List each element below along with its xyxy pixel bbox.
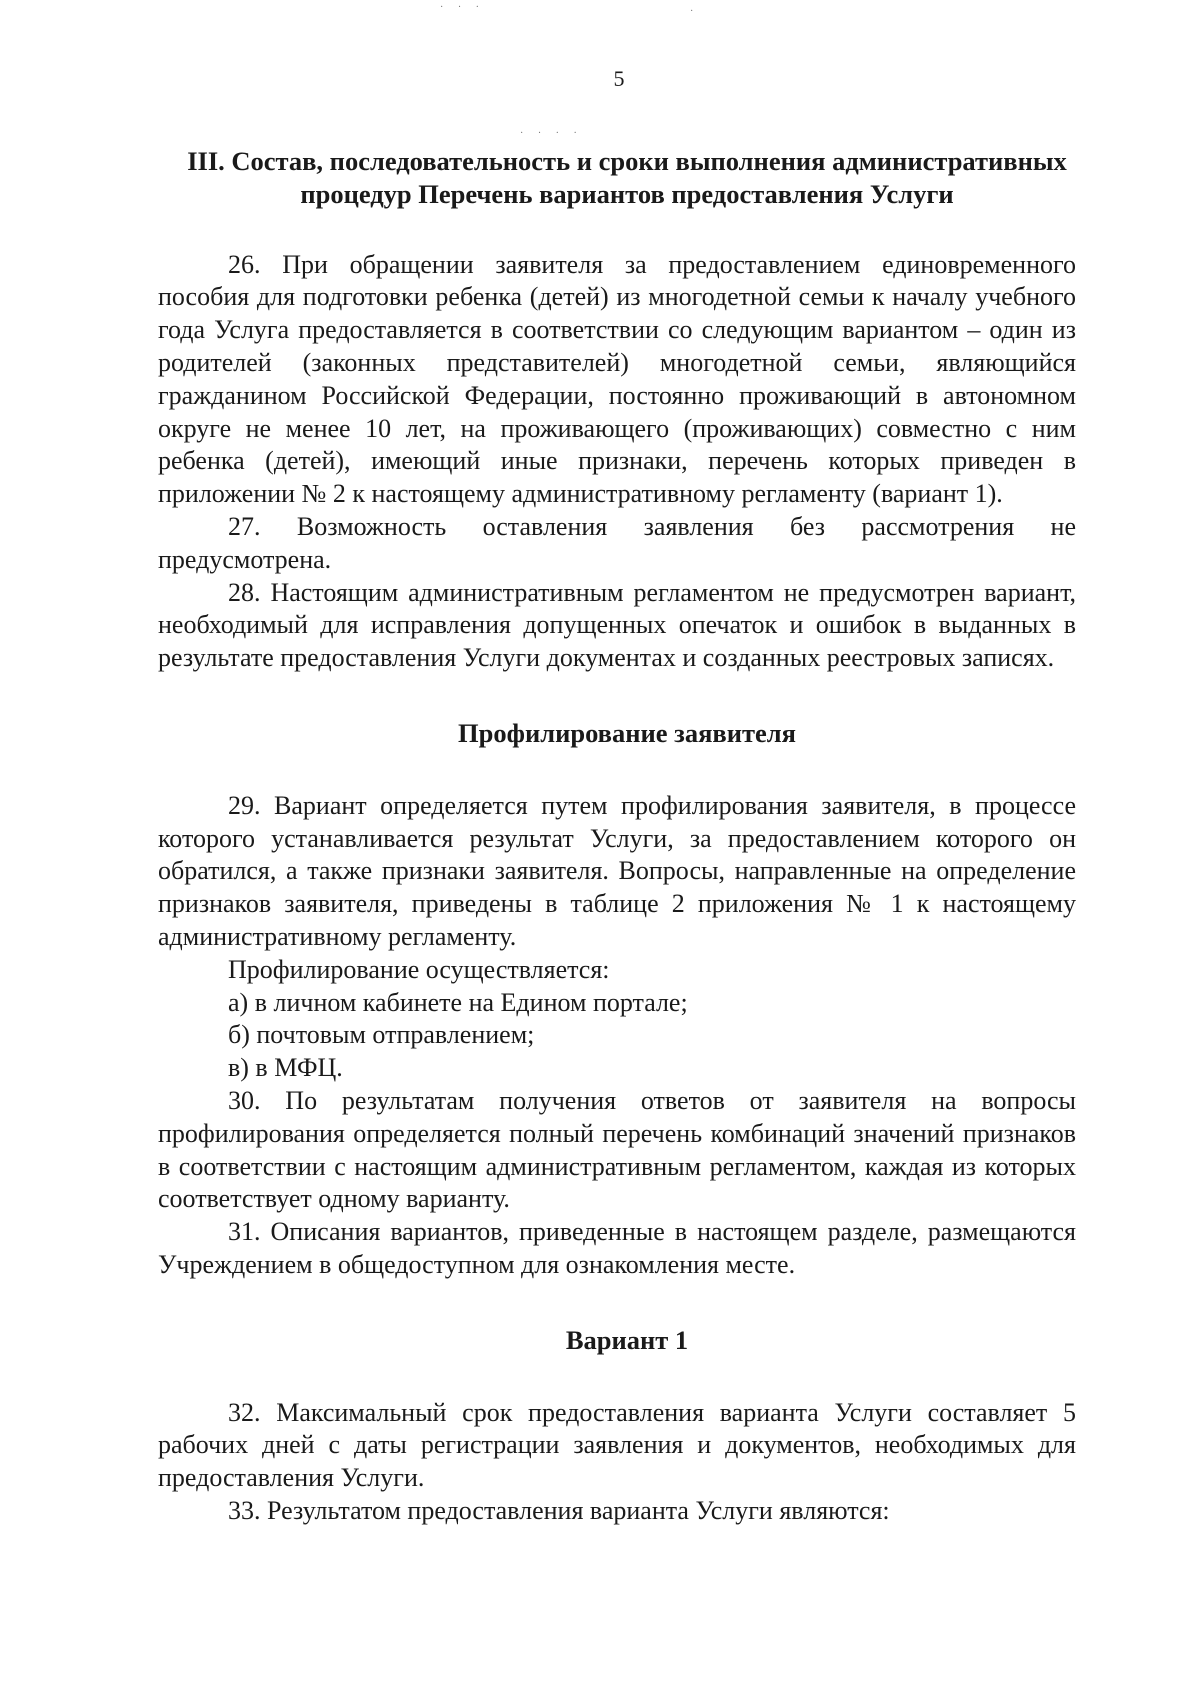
section-title: III. Состав, последовательность и сроки выполнения административных процедур Перечень вариантов предоставления Услуги xyxy=(187,146,1067,209)
paragraph-31: 31. Описания вариантов, приведенные в настоящем разделе, размещаются Учреждением в общедоступном для ознакомления месте. xyxy=(158,1217,1076,1279)
profiling-option-c: в) в МФЦ. xyxy=(228,1053,343,1083)
paragraph-32: 32. Максимальный срок предоставления варианта Услуги составляет 5 рабочих дней с даты регистрации заявления и документов, необходимых для предоставления Услуги. xyxy=(158,1397,1076,1493)
scan-speckle: · xyxy=(690,6,700,17)
profiling-option-a: а) в личном кабинете на Едином портале; xyxy=(228,987,688,1017)
paragraph-30: 30. По результатам получения ответов от заявителя на вопросы профилирования определяется полный перечень комбинаций значений признаков в соответствии с настоящим административным регламентом, каждая из которых соответствует одному варианту. xyxy=(158,1085,1076,1214)
document-body xyxy=(158,145,1076,1528)
paragraph-26: 26. При обращении заявителя за предоставлением единовременного пособия для подготовки ребенка (детей) из многодетной семьи к началу учебного года Услуга предоставляется в соответствии со следующим вариантом – один из родителей (законных представителей) многодетной семьи, являющийся гражданином Российской Федерации, постоянно проживающий в автономном округе не менее 10 лет, на проживающего (проживающих) совместно с ним ребенка (детей), имеющий иные признаки, перечень которых приведен в приложении № 2 к настоящему административному регламенту (вариант 1). xyxy=(158,249,1076,509)
paragraph-28: 28. Настоящим административным регламентом не предусмотрен вариант, необходимый для исправления допущенных опечаток и ошибок в выданных в результате предоставления Услуги документах и созданных реестровых записях. xyxy=(158,577,1076,673)
subsection-title-variant-1: Вариант 1 xyxy=(565,1324,689,1355)
paragraph-29: 29. Вариант определяется путем профилирования заявителя, в процессе которого устанавливается результат Услуги, за предоставлением которого он обратился, а также признаки заявителя. Вопросы, направленные на определение признаков заявителя, приведены в таблице 2 приложения № 1 к настоящему административному регламенту. xyxy=(158,790,1076,951)
subsection-title-profiling: Профилирование заявителя xyxy=(458,717,796,748)
paragraph-27: 27. Возможность оставления заявления без рассмотрения не предусмотрена. xyxy=(158,511,1076,574)
profiling-intro: Профилирование осуществляется: xyxy=(228,954,610,984)
profiling-option-b: б) почтовым отправлением; xyxy=(228,1020,535,1050)
page-number: 5 xyxy=(613,66,625,91)
paragraph-33: 33. Результатом предоставления варианта Услуги являются: xyxy=(228,1495,890,1525)
scan-speckle: · · · xyxy=(440,2,485,13)
scan-speckle: · · · · xyxy=(520,128,583,139)
